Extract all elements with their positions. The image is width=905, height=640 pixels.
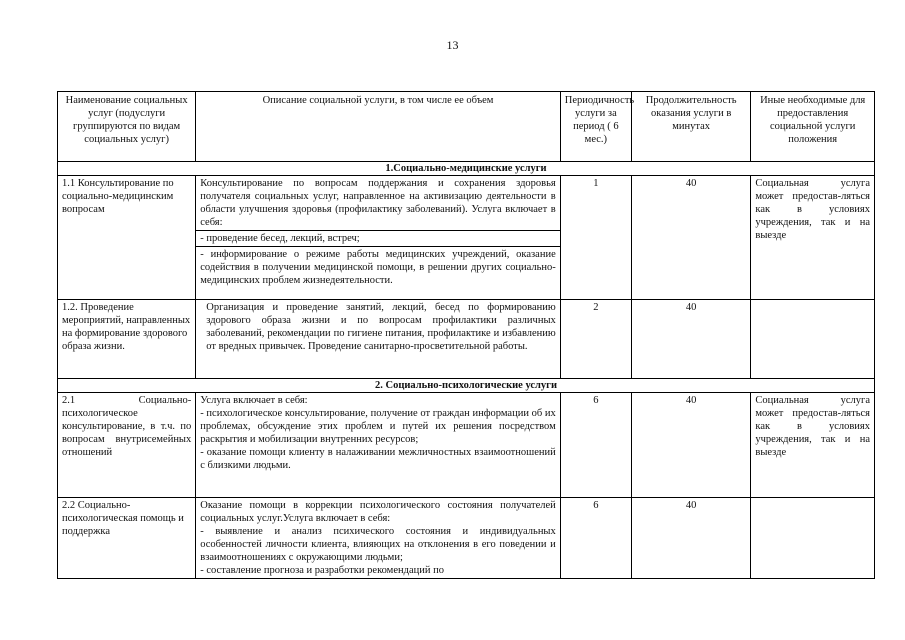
service-duration: 40 [631, 176, 750, 300]
service-other [751, 300, 875, 379]
service-other: Социальная услуга может предостав-ляться как в условиях учреждения, так и на выезде [751, 176, 875, 300]
service-name: 1.2. Проведение мероприятий, направленных на формирование здорового образа жизни. [58, 300, 196, 379]
header-description: Описание социальной услуги, в том числе ее объем [196, 92, 561, 162]
description-line: Услуга включает в себя: [200, 395, 308, 406]
service-duration: 40 [631, 498, 750, 579]
description-line: Консультирование по вопросам поддержания и сохранения здоровья получателя социальных услуг, направленное на активизацию деятельности в области улучшения здоровья (профилактику заболеваний). Услуга включает в себя: [200, 178, 556, 228]
service-other: Социальная услуга может предостав-ляться как в условиях учреждения, так и на выезде [751, 393, 875, 498]
header-name: Наименование социальных услуг (подуслуги группируются по видам социальных услуг) [58, 92, 196, 162]
table-row [58, 393, 875, 498]
table-row [58, 176, 875, 300]
description-line: - информирование о режиме работы медицинских учреждений, оказание содействия в получении медицинской помощи, в решении других социально-медицинских проблем жизнедеятельности. [196, 246, 560, 287]
service-description [196, 300, 561, 379]
description-line: - оказание помощи клиенту в налаживании межличностных взаимоотношений с близкими людьми. [200, 447, 556, 471]
description-line: - составление прогноза и разработки рекомендаций по [200, 565, 444, 576]
table-header-row [58, 92, 875, 162]
table-row [58, 498, 875, 579]
description-line: - проведение бесед, лекций, встреч; [196, 230, 560, 245]
service-description [196, 498, 561, 579]
header-duration: Продолжительность оказания услуги в минутах [631, 92, 750, 162]
service-duration: 40 [631, 300, 750, 379]
header-other: Иные необходимые для предоставления социальной услуги положения [751, 92, 875, 162]
section-title: 1.Социально-медицинские услуги [58, 162, 875, 176]
description-line: Оказание помощи в коррекции психологического состояния получателей социальных услуг.Услуга включает в себя: [200, 500, 556, 524]
service-period: 6 [560, 498, 631, 579]
section-row [58, 162, 875, 176]
description-line: - выявление и анализ психического состояния и индивидуальных особенностей личности клиента, влияющих на отклонения в его поведении и взаимоотношениях с окружающими людьми; [200, 526, 556, 563]
section-title: 2. Социально-психологические услуги [58, 379, 875, 393]
service-duration: 40 [631, 393, 750, 498]
header-period: Периодичность услуги за период ( 6 мес.) [560, 92, 631, 162]
service-period: 1 [560, 176, 631, 300]
service-other [751, 498, 875, 579]
page-number: 13 [446, 38, 459, 52]
table-row [58, 300, 875, 379]
service-name: 2.1 Социально-психологическое консультирование, в т.ч. по вопросам внутрисемейных отношений [58, 393, 196, 498]
service-period: 2 [560, 300, 631, 379]
services-table [57, 91, 875, 579]
description-line: Организация и проведение занятий, лекций, бесед по формированию здорового образа жизни и по вопросам профилактики различных заболеваний, рекомендации по гигиене питания, профилактике и избавлению от вредных привычек. Проведение санитарно-просветительной работы. [206, 302, 556, 352]
service-description [196, 393, 561, 498]
section-row [58, 379, 875, 393]
service-description [196, 176, 561, 300]
service-period: 6 [560, 393, 631, 498]
description-line: - психологическое консультирование, получение от граждан информации об их проблемах, обсуждение этих проблем и путей их решения посредством раскрытия и мобилизации внутренних ресурсов; [200, 408, 556, 445]
service-name: 2.2 Социально-психологическая помощь и поддержка [58, 498, 196, 579]
service-name: 1.1 Консультирование по социально-медицинским вопросам [58, 176, 196, 300]
